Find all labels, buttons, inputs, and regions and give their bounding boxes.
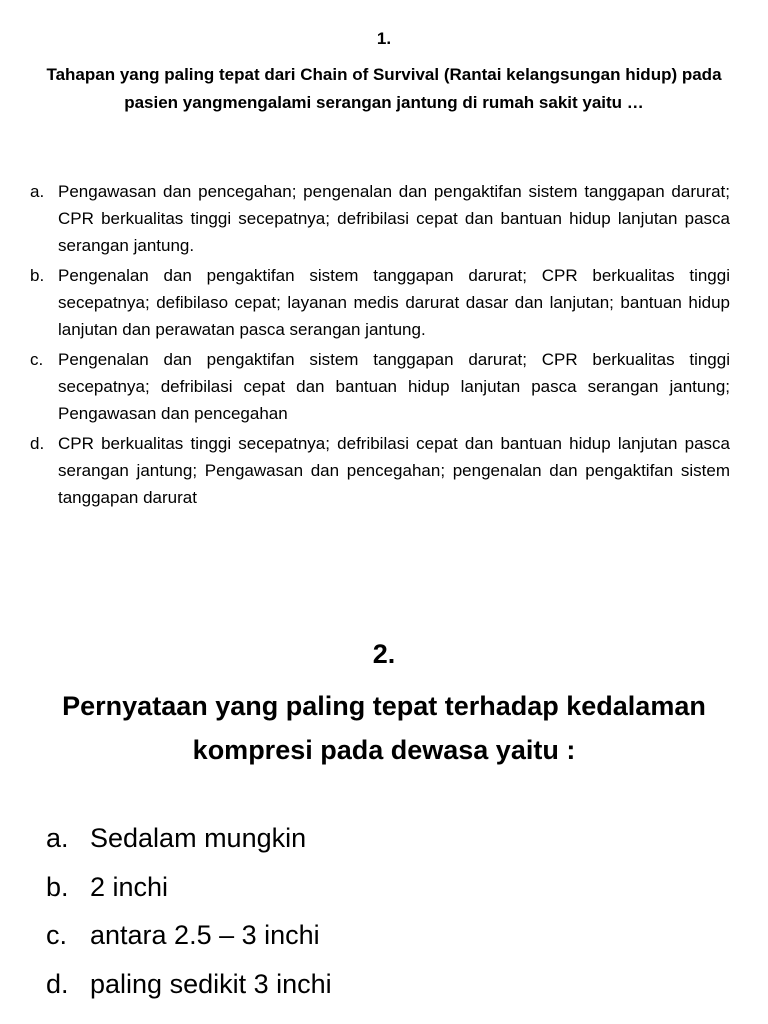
question-2-options	[46, 814, 726, 1008]
question-2-number: 2.	[372, 639, 396, 669]
option-text: 2 inchi	[90, 871, 169, 902]
question-2-text: Pernyataan yang paling tepat terhadap kedalaman kompresi pada dewasa yaitu :	[62, 691, 706, 765]
option-letter: b.	[46, 871, 69, 902]
option-letter: a.	[46, 823, 69, 853]
option-text: paling sedikit 3 inchi	[90, 968, 332, 999]
option-letter: d.	[30, 434, 45, 453]
option-letter: d.	[46, 968, 69, 999]
option-text: Pengawasan dan pencegahan; pengenalan dan pengaktifan sistem tanggapan darurat; CPR berkualitas tinggi secepatnya; defribilasi cepat dan bantuan hidup lanjutan pasca serangan jantung.	[58, 182, 730, 255]
question-1-text: Tahapan yang paling tepat dari Chain of Survival (Rantai kelangsungan hidup) pada pasien yangmengalami serangan jantung di rumah sakit yaitu …	[46, 65, 722, 112]
option-letter: c.	[46, 920, 68, 950]
option-letter: a.	[30, 182, 45, 201]
question-1-option-a[interactable]	[30, 178, 730, 259]
option-text: CPR berkualitas tinggi secepatnya; defribilasi cepat dan bantuan hidup lanjutan pasca serangan jantung; Pengawasan dan pencegahan; pengenalan dan pengaktifan sistem tanggapan darurat	[58, 434, 730, 507]
option-letter: c.	[30, 350, 44, 369]
question-1-options	[30, 178, 730, 514]
question-1-number: 1.	[376, 29, 392, 48]
question-2-option-b[interactable]	[46, 863, 726, 912]
question-2-option-a[interactable]	[46, 814, 726, 863]
option-text: Pengenalan dan pengaktifan sistem tanggapan darurat; CPR berkualitas tinggi secepatnya; defibilaso cepat; layanan medis darurat dasar dan lanjutan; bantuan hidup lanjutan dan perawatan pasca serangan jantung.	[58, 266, 730, 339]
option-text: antara 2.5 – 3 inchi	[90, 920, 320, 950]
question-1-option-c[interactable]	[30, 346, 730, 427]
question-2-option-d[interactable]	[46, 960, 726, 1009]
option-letter: b.	[30, 266, 45, 285]
question-1-option-d[interactable]	[30, 430, 730, 511]
question-1-option-b[interactable]	[30, 262, 730, 343]
option-text: Pengenalan dan pengaktifan sistem tanggapan darurat; CPR berkualitas tinggi secepatnya; defribilasi cepat dan bantuan hidup lanjutan pasca serangan jantung; Pengawasan dan pencegahan	[58, 350, 730, 423]
option-text: Sedalam mungkin	[90, 823, 307, 853]
question-2-option-c[interactable]	[46, 911, 726, 960]
